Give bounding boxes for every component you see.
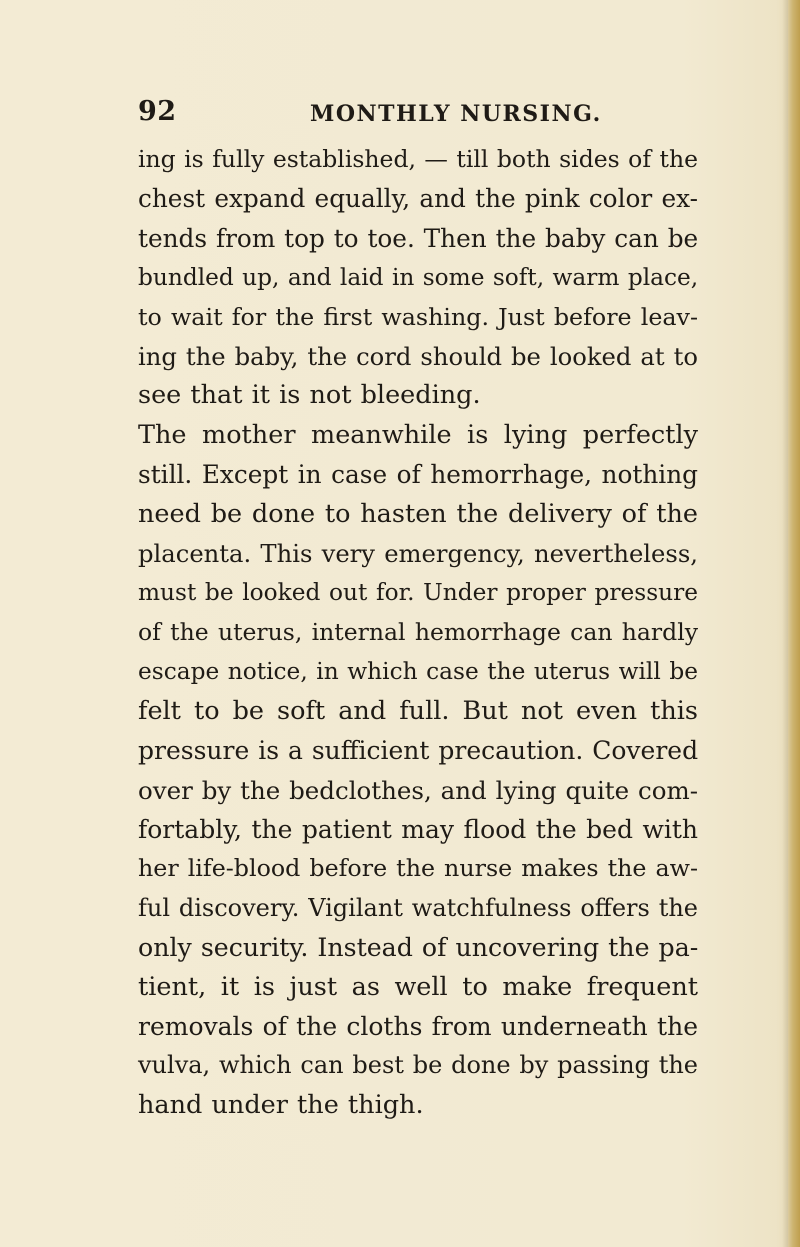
text-line: of the uterus, internal hemorrhage can hardly	[138, 617, 698, 646]
text-line: must be looked out for. Under proper pressure	[138, 579, 698, 607]
page-number: 92	[138, 96, 177, 127]
text-line: removals of the cloths from underneath the	[138, 1011, 698, 1041]
text-line: to wait for the first washing. Just before leav-	[138, 302, 698, 331]
running-head: MONTHLY NURSING.	[310, 101, 602, 127]
page-edge	[788, 0, 800, 1247]
text-line: tient, it is just as well to make frequent	[138, 971, 698, 1002]
text-line: escape notice, in which case the uterus will be	[138, 658, 698, 686]
text-line: still. Except in case of hemorrhage, nothing	[138, 460, 698, 490]
text-line: chest expand equally, and the pink color ex-	[138, 184, 698, 214]
text-line: only security. Instead of uncovering the pa-	[138, 933, 699, 963]
text-line: bundled up, and laid in some soft, warm place,	[138, 264, 699, 292]
text-line: over by the bedclothes, and lying quite com-	[138, 775, 698, 805]
text-line: fortably, the patient may flood the bed with	[138, 814, 698, 844]
page-header	[138, 92, 698, 132]
text-line: vulva, which can best be done by passing the	[138, 1051, 698, 1080]
text-line: ing is fully established, — till both sides of the	[138, 145, 698, 173]
text-line: pressure is a sufficient precaution. Covered	[138, 736, 699, 766]
text-line: placenta. This very emergency, nevertheless,	[138, 539, 698, 569]
text-line: ing the baby, the cord should be looked at to	[138, 342, 698, 372]
text-line: felt to be soft and full. But not even this	[138, 695, 698, 726]
text-line: see that it is not bleeding.	[138, 380, 481, 411]
text-line: need be done to hasten the delivery of the	[138, 498, 698, 529]
body-text	[138, 140, 698, 1125]
text-line: ful discovery. Vigilant watchfulness offers the	[138, 893, 698, 922]
text-line: The mother meanwhile is lying perfectly	[138, 419, 698, 450]
text-line: hand under the thigh.	[138, 1089, 424, 1120]
text-line: tends from top to toe. Then the baby can be	[138, 223, 699, 253]
text-line: her life-blood before the nurse makes the aw-	[138, 854, 698, 883]
